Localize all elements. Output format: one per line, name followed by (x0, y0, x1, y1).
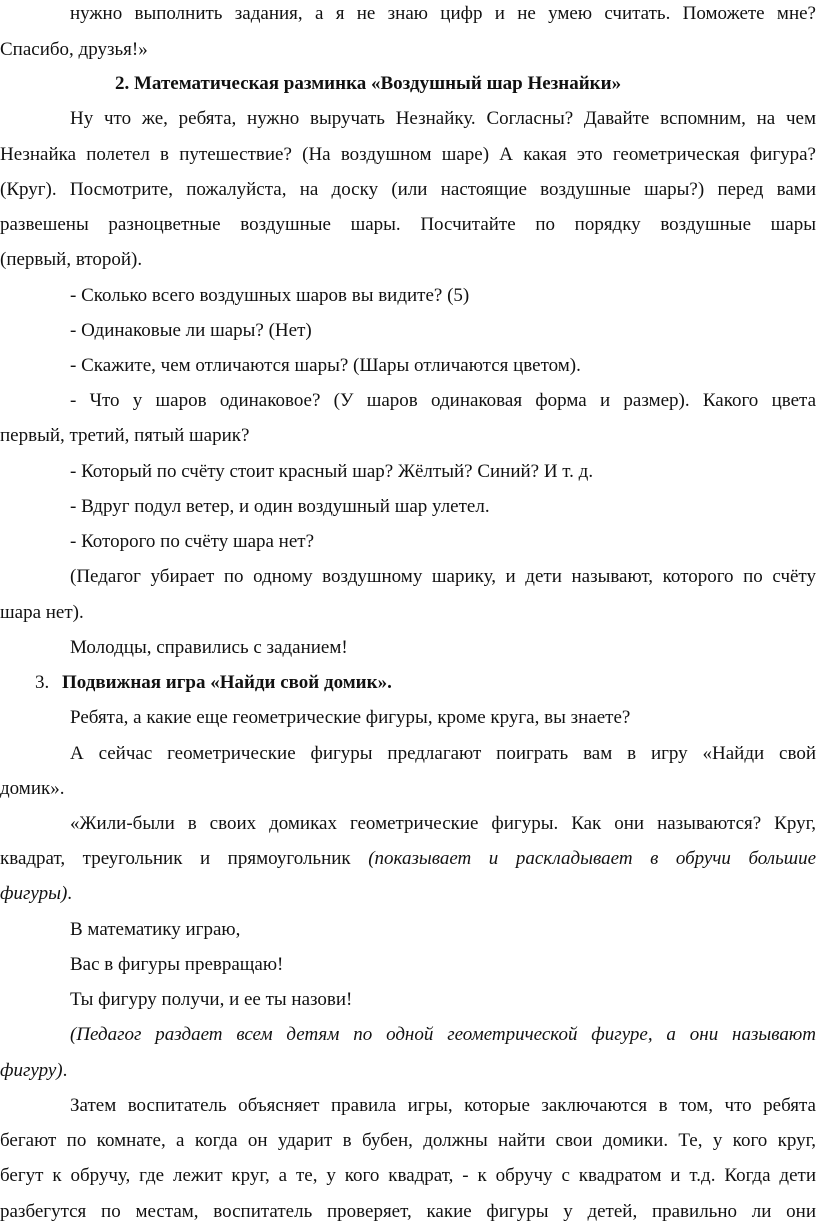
paragraph-line: развешены разноцветные воздушные шары. Посчитайте по порядку воздушные шары (0, 214, 816, 235)
italic-remark: фигуру) (0, 1060, 63, 1081)
section-number: 3. (35, 672, 50, 693)
paragraph-line: Ребята, а какие еще геометрические фигуры, кроме круга, вы знаете? (70, 707, 631, 728)
question-line: - Сколько всего воздушных шаров вы видите? (5) (70, 285, 470, 306)
paragraph-line: Затем воспитатель объясняет правила игры, которые заключаются в том, что ребята (70, 1095, 816, 1116)
paragraph-line (0, 1059, 816, 1083)
section-heading: 2. Математическая разминка «Воздушный шар Незнайки» (115, 73, 622, 94)
question-line: - Что у шаров одинаковое? (У шаров одинаковая форма и размер). Какого цвета (70, 390, 816, 411)
paragraph-line: бегут к обручу, где лежит круг, а те, у кого квадрат, - к обручу с квадратом и т.д. Когда дети (0, 1165, 816, 1186)
paragraph-line: Спасибо, друзья!» (0, 39, 148, 60)
paragraph-line (0, 847, 816, 871)
paragraph-line: разбегутся по местам, воспитатель проверяет, какие фигуры у детей, правильно ли они (0, 1201, 816, 1222)
italic-remark: фигуры) (0, 883, 68, 904)
text-span: . (62, 1060, 68, 1081)
text-span: . (67, 883, 73, 904)
question-line: - Которого по счёту шара нет? (70, 531, 315, 552)
paragraph-line: Незнайка полетел в путешествие? (На воздушном шаре) А какая это геометрическая фигура? (0, 144, 816, 165)
paragraph-line: «Жили-были в своих домиках геометрические фигуры. Как они называются? Круг, (70, 813, 816, 834)
paragraph-line: (Педагог убирает по одному воздушному шарику, и дети называют, которого по счёту (70, 566, 816, 587)
question-line: - Который по счёту стоит красный шар? Жёлтый? Синий? И т. д. (70, 461, 594, 482)
paragraph-line: шара нет). (0, 602, 84, 623)
poem-line: В математику играю, (70, 919, 241, 940)
italic-remark: (Педагог раздает всем детям по одной геометрической фигуре, а они называют (70, 1024, 816, 1045)
section-heading: Подвижная игра «Найди свой домик». (62, 672, 392, 693)
question-line: - Одинаковые ли шары? (Нет) (70, 320, 312, 341)
paragraph-line: нужно выполнить задания, а я не знаю цифр и не умею считать. Поможете мне? (70, 3, 816, 24)
text-span: квадрат, треугольник и прямоугольник (0, 848, 351, 869)
question-line: - Скажите, чем отличаются шары? (Шары отличаются цветом). (70, 355, 581, 376)
paragraph-line: домик». (0, 778, 65, 799)
question-line: первый, третий, пятый шарик? (0, 425, 250, 446)
paragraph-line (0, 882, 816, 906)
paragraph-line: (первый, второй). (0, 249, 143, 270)
paragraph-line: Ну что же, ребята, нужно выручать Незнайку. Согласны? Давайте вспомним, на чем (70, 108, 816, 129)
paragraph-line: Молодцы, справились с заданием! (70, 637, 348, 658)
paragraph-line: бегают по комнате, а когда он ударит в бубен, должны найти свои домики. Те, у кого круг, (0, 1130, 816, 1151)
poem-line: Вас в фигуры превращаю! (70, 954, 284, 975)
paragraph-line: (Круг). Посмотрите, пожалуйста, на доску (или настоящие воздушные шары?) перед вами (0, 179, 816, 200)
italic-remark: (показывает и раскладывает в обручи большие (368, 848, 816, 869)
poem-line: Ты фигуру получи, и ее ты назови! (70, 989, 353, 1010)
paragraph-line: А сейчас геометрические фигуры предлагают поиграть вам в игру «Найди свой (70, 743, 816, 764)
question-line: - Вдруг подул ветер, и один воздушный шар улетел. (70, 496, 490, 517)
